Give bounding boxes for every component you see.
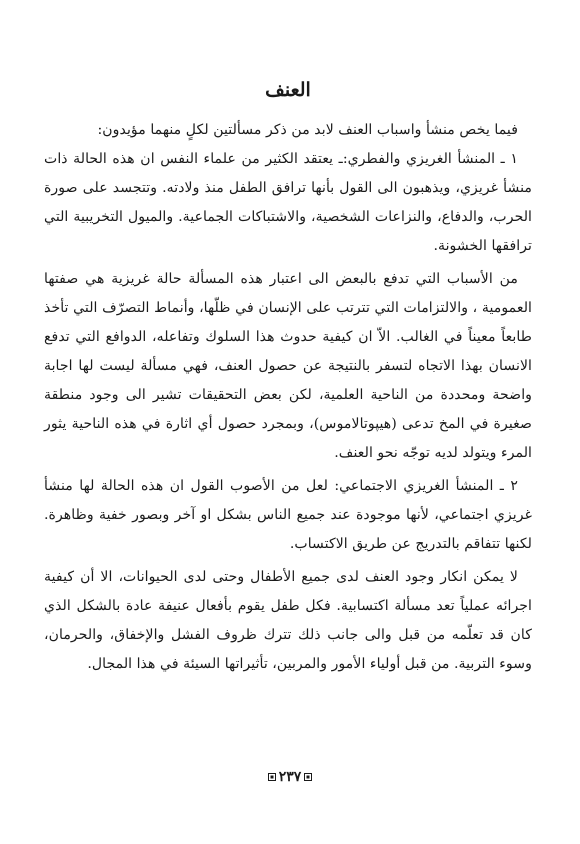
ornament-square-icon (268, 773, 276, 781)
paragraph-social-instinct-origin: ٢ ـ المنشأ الغريزي الاجتماعي: لعل من الأصوب القول ان هذه الحالة لها منشأ غريزي اجتماعي، لأنها موجودة عند جميع الناس بشكل او آخر وبصور خفية وظاهرة. لكنها تتفاقم بالتدريج عن طريق الاكتساب. (44, 478, 532, 552)
page-footer (0, 767, 580, 787)
paragraph-causes: من الأسباب التي تدفع بالبعض الى اعتبار هذه المسألة حالة غريزية هي صفتها العمومية ، والالتزامات التي تترتب على الإنسان في ظلّها، وأنماط التصرّف التي تأخذ طابعاً معيناً في الغالب. الاّ ان كيفية حدوث هذا السلوك وتفاعله، الدوافع التي تدفع الانسان بهذا الاتجاه لتسفر بالنتيجة عن حصول العنف، فهي مسألة ليست لها اجابة واضحة ومحددة من الناحية العلمية، لكن بعض التحقيقات تشير الى وجود منطقة صغيرة في المخ تدعى (هيپوتالاموس)، وبمجرد حصول أي اثارة في هذه الناحية يثور المرء ويتولد لديه توجّه نحو العنف. (44, 271, 532, 461)
paragraph-intro: فيما يخص منشأ واسباب العنف لابد من ذكر مسألتين لكلٍ منهما مؤيدون: (97, 122, 518, 138)
paragraph-instinctive-origin: ١ ـ المنشأ الغريزي والفطري:ـ يعتقد الكثير من علماء النفس ان هذه الحالة ذات منشأ غريزي، ويذهبون الى القول بأنها ترافق الطفل منذ ولادته. وتتجسد على صورة الحرب، والدفاع، والنزاعات الشخصية، والاشتباكات الجماعية. والميول التخريبية التي ترافقها الخشونة. (44, 151, 532, 254)
document-page (44, 78, 532, 679)
ornament-square-icon (304, 773, 312, 781)
page-title: العنف (265, 79, 311, 101)
paragraph-acquired-behavior: لا يمكن انكار وجود العنف لدى جميع الأطفال وحتى لدى الحيوانات، الا أن كيفية اجرائه عملياً تعد مسألة اكتسابية. فكل طفل يقوم بأفعال عنيفة عادة بالشكل الذي كان قد تعلّمه من قبل والى جانب ذلك تترك ظروف الفشل والإخفاق، والحرمان، وسوء التربية. من قبل أولياء الأمور والمربين، تأثيراتها السيئة في هذا المجال. (44, 569, 532, 672)
page-number: ٢٣٧ (278, 769, 302, 785)
